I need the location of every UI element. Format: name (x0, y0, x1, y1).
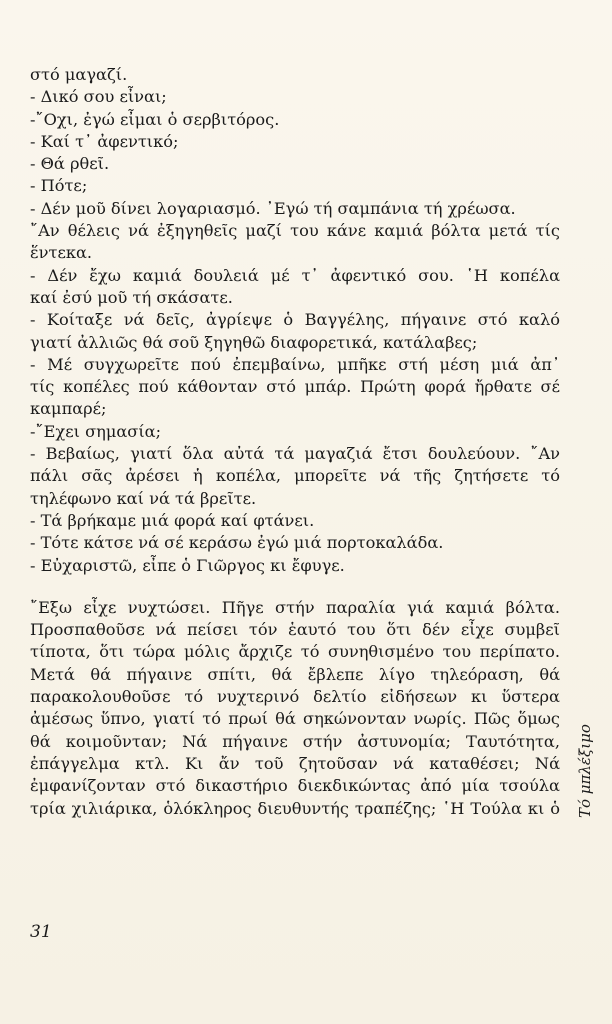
text-line-8: ῎Αν θέλεις νά ἐξηγηθεῖς μαζί του κάνε καμιά βόλτα μετά τίς (30, 221, 560, 241)
text-line-25: ῎Εξω εἶχε νυχτώσει. Πῆγε στήν παραλία γιά καμιά βόλτα. (30, 597, 560, 617)
text-line-5: - Θά ρθεῖ. (30, 154, 110, 174)
text-line-23: - Εὐχαριστῶ, εἶπε ὁ Γιῶργος κι ἔφυγε. (30, 555, 345, 575)
text-line-31: θά κοιμοῦνταν; Νά πήγαινε στήν ἀστυνομία; Ταυτότητα, (30, 731, 560, 751)
text-line-14: - Μέ συγχωρεῖτε πού ἐπεμβαίνω, μπῆκε στή μέση μιά ἀπ᾿ (30, 354, 560, 374)
text-line-17: -῎Εχει σημασία; (30, 421, 162, 441)
text-line-16: καμπαρέ; (30, 399, 107, 419)
text-line-21: - Τά βρήκαμε μιά φορά καί φτάνει. (30, 510, 315, 530)
text-line-7: - Δέν μοῦ δίνει λογαριασμό. ᾿Εγώ τή σαμπάνια τή χρέωσα. (30, 198, 516, 218)
text-line-11: καί ἐσύ μοῦ τή σκάσατε. (30, 287, 233, 307)
text-line-27: τίποτα, ὅτι τώρα μόλις ἄρχιζε τό συνηθισμένο του περίπατο. (30, 642, 560, 662)
text-line-29: παρακολουθοῦσε τό νυχτερινό δελτίο εἰδήσεων κι ὕστερα (30, 687, 560, 707)
text-line-20: τηλέφωνο καί νά τά βρεῖτε. (30, 488, 257, 508)
text-line-13: γιατί ἀλλιῶς θά σοῦ ξηγηθῶ διαφορετικά, κατάλαβες; (30, 332, 478, 352)
text-line-22: - Τότε κάτσε νά σέ κεράσω ἐγώ μιά πορτοκαλάδα. (30, 533, 444, 553)
body-text (30, 64, 560, 820)
text-line-1: στό μαγαζί. (30, 65, 128, 84)
text-line-9: ἕντεκα. (30, 243, 93, 263)
page-number: 31 (30, 922, 52, 942)
text-line-3: -῎Οχι, ἐγώ εἶμαι ὁ σερβιτόρος. (30, 109, 280, 129)
paragraph-gap (30, 577, 560, 597)
text-line-10: - Δέν ἔχω καμιά δουλειά μέ τ᾿ ἀφεντικό σου. ῾Η κοπέλα (30, 265, 560, 285)
text-line-15: τίς κοπέλες πού κάθονταν στό μπάρ. Πρώτη φορά ἤρθατε σέ (30, 377, 560, 397)
text-line-30: ἀμέσως ὕπνο, γιατί τό πρωί θά σηκώνονταν νωρίς. Πῶς ὅμως (30, 709, 560, 729)
text-line-4: - Καί τ᾿ ἀφεντικό; (30, 131, 179, 151)
text-line-26: Προσπαθοῦσε νά πείσει τόν ἑαυτό του ὅτι δέν εἶχε συμβεῖ (30, 620, 560, 640)
text-line-28: Μετά θά πήγαινε σπίτι, θά ἔβλεπε λίγο τηλεόραση, θά (30, 664, 560, 684)
text-line-34: τρία χιλιάρικα, ὁλόκληρος διευθυντής τραπέζης; ῾Η Τούλα κι ὁ (30, 798, 560, 818)
text-line-6: - Πότε; (30, 176, 88, 196)
text-line-19: πάλι σᾶς ἀρέσει ἡ κοπέλα, μπορεῖτε νά τῆς ζητήσετε τό (30, 466, 560, 486)
text-line-32: ἐπάγγελμα κτλ. Κι ἄν τοῦ ζητοῦσαν νά καταθέσει; Νά (30, 753, 560, 773)
text-line-33: ἐμφανίζονταν στό δικαστήριο διεκδικώντας ἀπό μία τσούλα (30, 776, 560, 796)
text-line-18: - Βεβαίως, γιατί ὅλα αὐτά τά μαγαζιά ἔτσι δουλεύουν. ῎Αν (30, 444, 560, 464)
running-title: Τό μπλέξιμο (576, 724, 594, 818)
text-line-2: - Δικό σου εἶναι; (30, 87, 167, 107)
text-line-12: - Κοίταξε νά δεῖς, ἀγρίεψε ὁ Βαγγέλης, πήγαινε στό καλό (30, 310, 560, 330)
